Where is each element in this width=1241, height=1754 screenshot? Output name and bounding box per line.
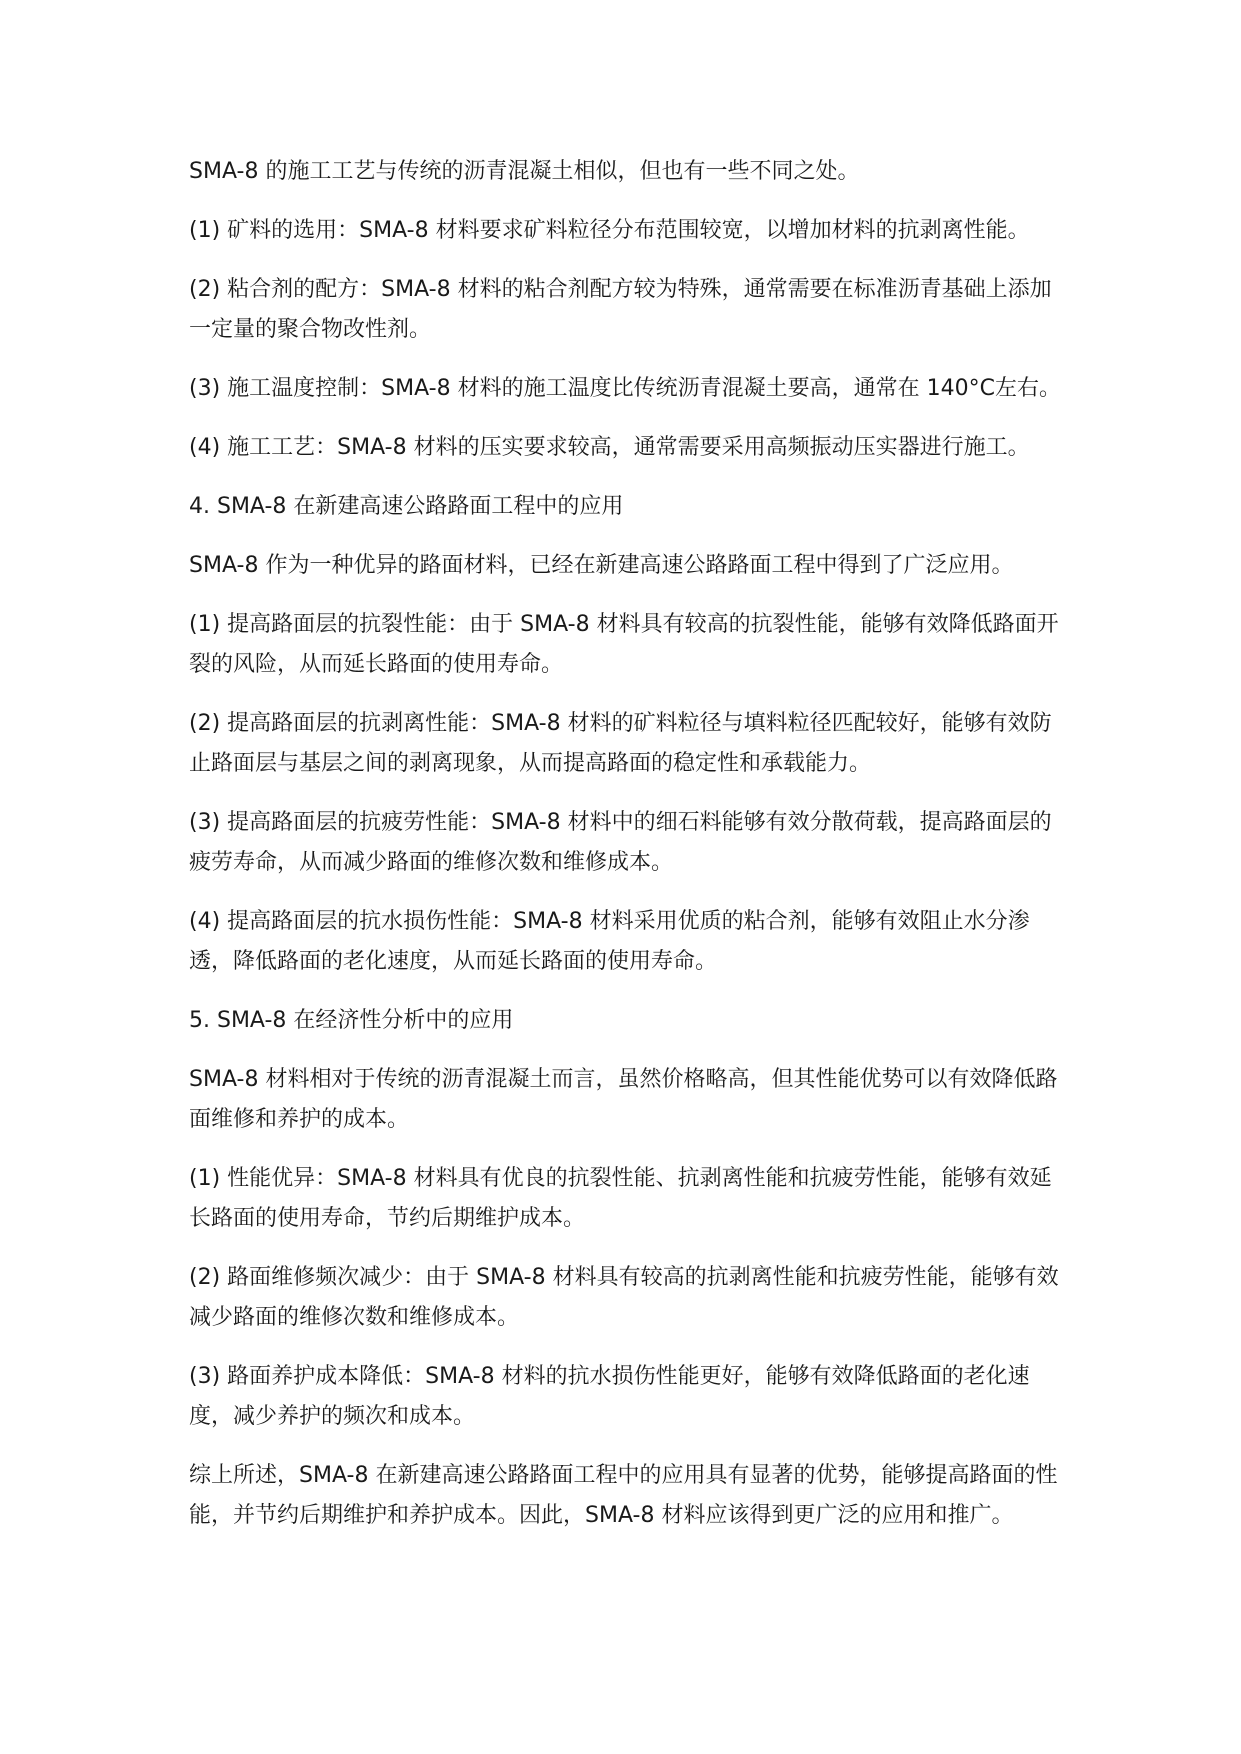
- paragraph-economic-intro: SMA-8 材料相对于传统的沥青混凝土而言，虽然价格略高，但其性能优势可以有效降低路面维修和养护的成本。: [189, 1067, 1058, 1132]
- paragraph-fatigue-resistance: (3) 提高路面层的抗疲劳性能：SMA-8 材料中的细石料能够有效分散荷载，提高路面层的疲劳寿命，从而减少路面的维修次数和维修成本。: [189, 810, 1052, 875]
- document-page: [189, 152, 1069, 1555]
- paragraph-water-damage-resistance: (4) 提高路面层的抗水损伤性能：SMA-8 材料采用优质的粘合剂，能够有效阻止水分渗透，降低路面的老化速度，从而延长路面的使用寿命。: [189, 909, 1030, 974]
- paragraph-temperature-control: (3) 施工温度控制：SMA-8 材料的施工温度比传统沥青混凝土要高，通常在 140°C左右。: [189, 376, 1061, 401]
- paragraph-intro: SMA-8 的施工工艺与传统的沥青混凝土相似，但也有一些不同之处。: [189, 159, 860, 184]
- paragraph-excellent-performance: (1) 性能优异：SMA-8 材料具有优良的抗裂性能、抗剥离性能和抗疲劳性能，能够有效延长路面的使用寿命，节约后期维护成本。: [189, 1166, 1052, 1231]
- paragraph-application-intro: SMA-8 作为一种优异的路面材料，已经在新建高速公路路面工程中得到了广泛应用。: [189, 553, 1014, 578]
- paragraph-lower-upkeep-cost: (3) 路面养护成本降低：SMA-8 材料的抗水损伤性能更好，能够有效降低路面的老化速度，减少养护的频次和成本。: [189, 1364, 1030, 1429]
- paragraph-stripping-resistance: (2) 提高路面层的抗剥离性能：SMA-8 材料的矿料粒径与填料粒径匹配较好，能够有效防止路面层与基层之间的剥离现象，从而提高路面的稳定性和承载能力。: [189, 711, 1052, 776]
- paragraph-conclusion: 综上所述，SMA-8 在新建高速公路路面工程中的应用具有显著的优势，能够提高路面的性能，并节约后期维护和养护成本。因此，SMA-8 材料应该得到更广泛的应用和推广。: [189, 1463, 1058, 1528]
- paragraph-construction-process: (4) 施工工艺：SMA-8 材料的压实要求较高，通常需要采用高频振动压实器进行施工。: [189, 435, 1030, 460]
- section-heading-4: 4. SMA-8 在新建高速公路路面工程中的应用: [189, 494, 624, 519]
- section-heading-5: 5. SMA-8 在经济性分析中的应用: [189, 1008, 514, 1033]
- paragraph-crack-resistance: (1) 提高路面层的抗裂性能：由于 SMA-8 材料具有较高的抗裂性能，能够有效降低路面开裂的风险，从而延长路面的使用寿命。: [189, 612, 1059, 677]
- paragraph-mineral-selection: (1) 矿料的选用：SMA-8 材料要求矿料粒径分布范围较宽，以增加材料的抗剥离性能。: [189, 218, 1030, 243]
- paragraph-binder-formula: (2) 粘合剂的配方：SMA-8 材料的粘合剂配方较为特殊，通常需要在标准沥青基础上添加一定量的聚合物改性剂。: [189, 277, 1052, 342]
- paragraph-reduced-maintenance: (2) 路面维修频次减少：由于 SMA-8 材料具有较高的抗剥离性能和抗疲劳性能，能够有效减少路面的维修次数和维修成本。: [189, 1265, 1059, 1330]
